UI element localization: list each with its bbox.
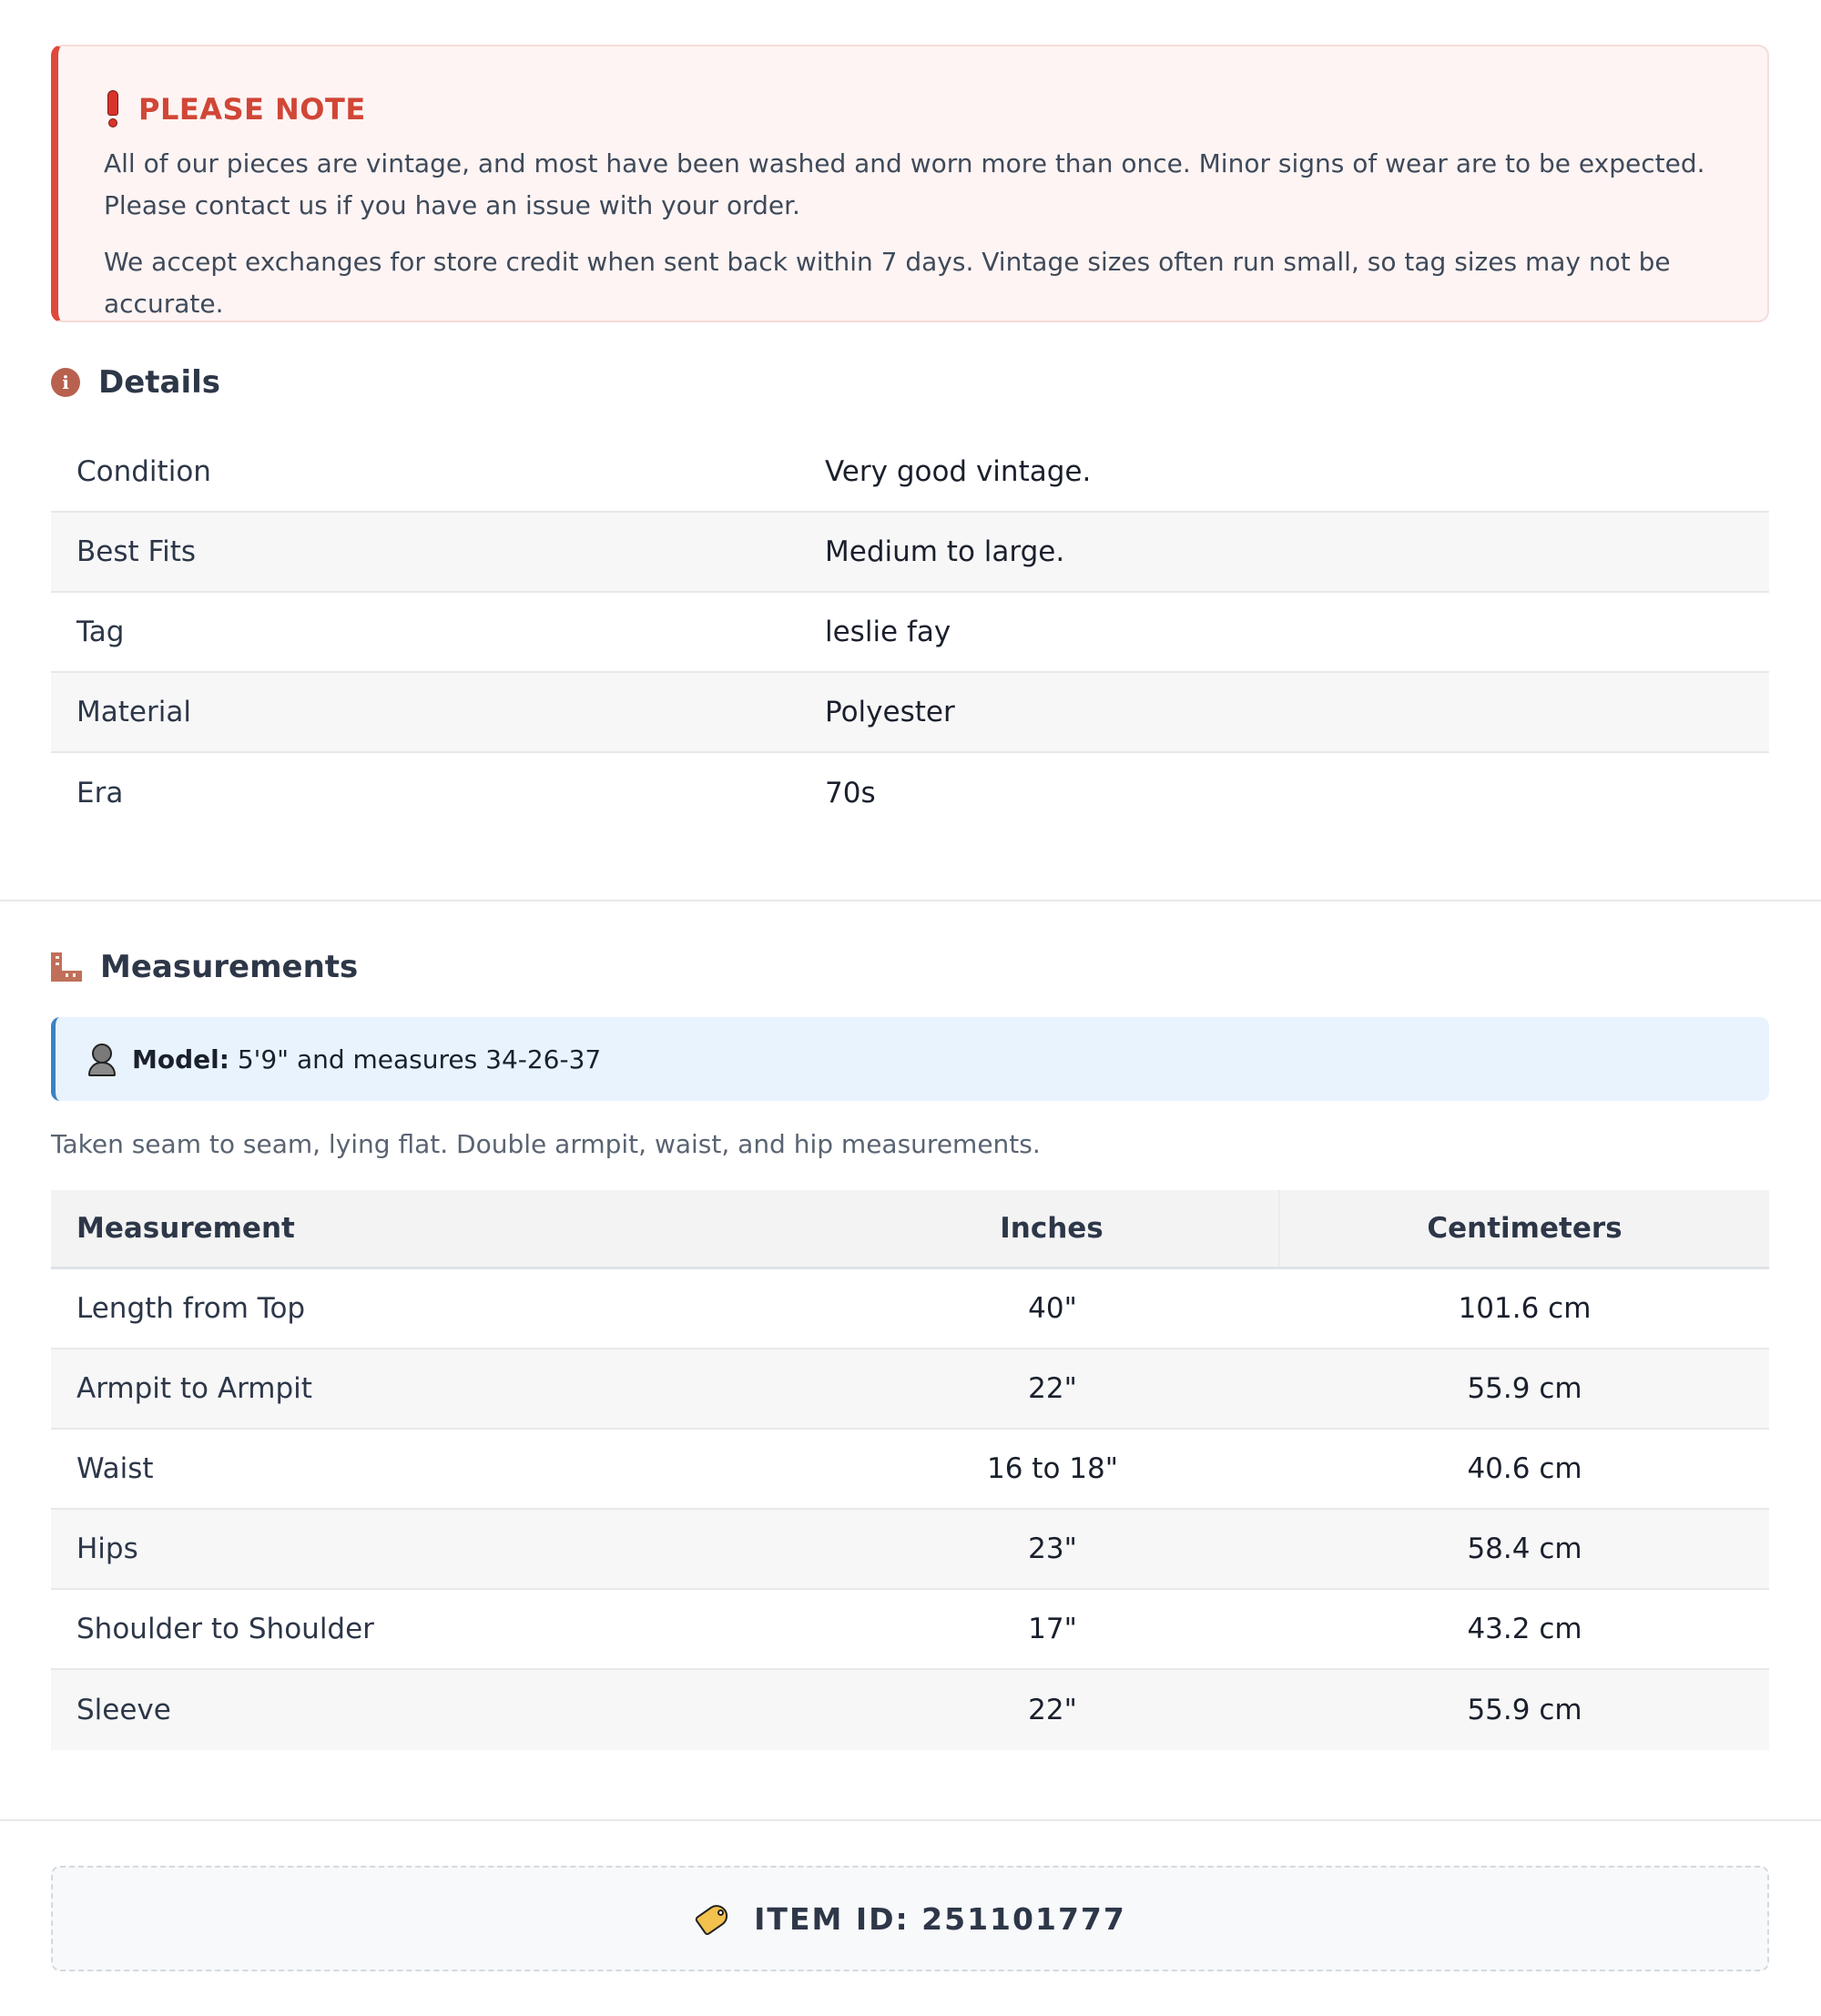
details-value: Polyester <box>825 696 955 728</box>
table-row <box>51 1670 1769 1750</box>
details-value: Very good vintage. <box>825 455 1092 488</box>
notice-paragraph-2: We accept exchanges for store credit when sent back within 7 days. Vintage sizes often run small, so tag sizes may not be accurate. <box>104 247 1671 319</box>
section-divider <box>0 900 1821 901</box>
measurement-inches: 17" <box>1028 1613 1077 1645</box>
model-description: 5'9" and measures 34-26-37 <box>229 1044 602 1074</box>
please-note-box <box>51 45 1769 322</box>
ruler-icon <box>51 952 82 982</box>
measurement-note: Taken seam to seam, lying flat. Double armpit, waist, and hip measurements. <box>51 1129 1041 1159</box>
measurement-inches: 22" <box>1028 1694 1077 1726</box>
details-heading <box>51 364 220 401</box>
measurement-cm: 43.2 cm <box>1467 1613 1582 1645</box>
measurement-name: Sleeve <box>76 1694 171 1726</box>
details-label: Material <box>76 696 191 728</box>
measurement-name: Waist <box>76 1452 154 1485</box>
details-value: leslie fay <box>825 616 951 648</box>
table-row <box>51 1269 1769 1349</box>
details-row <box>51 513 1769 593</box>
measurement-cm: 58.4 cm <box>1467 1532 1582 1565</box>
details-row <box>51 673 1769 753</box>
table-header-row <box>51 1190 1769 1269</box>
details-value: Medium to large. <box>825 535 1065 568</box>
measurement-name: Armpit to Armpit <box>76 1372 312 1405</box>
item-id-box <box>51 1866 1769 1971</box>
table-row <box>51 1349 1769 1430</box>
details-label: Condition <box>76 455 211 488</box>
details-label: Tag <box>76 616 125 648</box>
measurement-name: Shoulder to Shoulder <box>76 1613 374 1645</box>
measurements-heading <box>51 949 358 985</box>
model-info-box <box>51 1017 1769 1101</box>
measurements-heading-text: Measurements <box>100 949 359 985</box>
measurement-inches: 16 to 18" <box>987 1452 1118 1485</box>
details-heading-text: Details <box>98 364 221 401</box>
measurement-cm: 55.9 cm <box>1467 1372 1582 1405</box>
details-row <box>51 433 1769 513</box>
measurement-name: Length from Top <box>76 1292 306 1325</box>
column-header-measurement: Measurement <box>76 1212 295 1245</box>
person-icon <box>86 1042 117 1076</box>
notice-paragraph-1: All of our pieces are vintage, and most have been washed and worn more than once. Minor signs of wear are to be expected. Please contact us if you have an issue with your order. <box>104 148 1705 220</box>
column-header-inches: Inches <box>825 1190 1280 1267</box>
column-header-centimeters: Centimeters <box>1427 1212 1623 1245</box>
info-icon: i <box>51 368 80 397</box>
exclamation-icon <box>104 90 122 128</box>
section-divider <box>0 1819 1821 1821</box>
details-row <box>51 753 1769 833</box>
table-row <box>51 1510 1769 1590</box>
table-row <box>51 1430 1769 1510</box>
details-label: Best Fits <box>76 535 196 568</box>
measurement-inches: 40" <box>1028 1292 1077 1325</box>
details-label: Era <box>76 777 124 809</box>
notice-title <box>104 87 1724 132</box>
model-label: Model: <box>132 1044 229 1074</box>
measurement-name: Hips <box>76 1532 138 1565</box>
tag-icon <box>694 1900 734 1937</box>
measurement-inches: 22" <box>1028 1372 1077 1405</box>
measurement-cm: 40.6 cm <box>1467 1452 1582 1485</box>
details-row <box>51 593 1769 673</box>
model-info-text <box>132 1044 601 1074</box>
details-value: 70s <box>825 777 876 809</box>
table-row <box>51 1590 1769 1670</box>
item-id-text: ITEM ID: 251101777 <box>754 1900 1126 1937</box>
details-table <box>51 433 1769 833</box>
measurements-table <box>51 1190 1769 1750</box>
measurement-inches: 23" <box>1028 1532 1077 1565</box>
measurement-cm: 101.6 cm <box>1458 1292 1592 1325</box>
measurement-cm: 55.9 cm <box>1467 1694 1582 1726</box>
notice-title-text: PLEASE NOTE <box>138 92 366 127</box>
